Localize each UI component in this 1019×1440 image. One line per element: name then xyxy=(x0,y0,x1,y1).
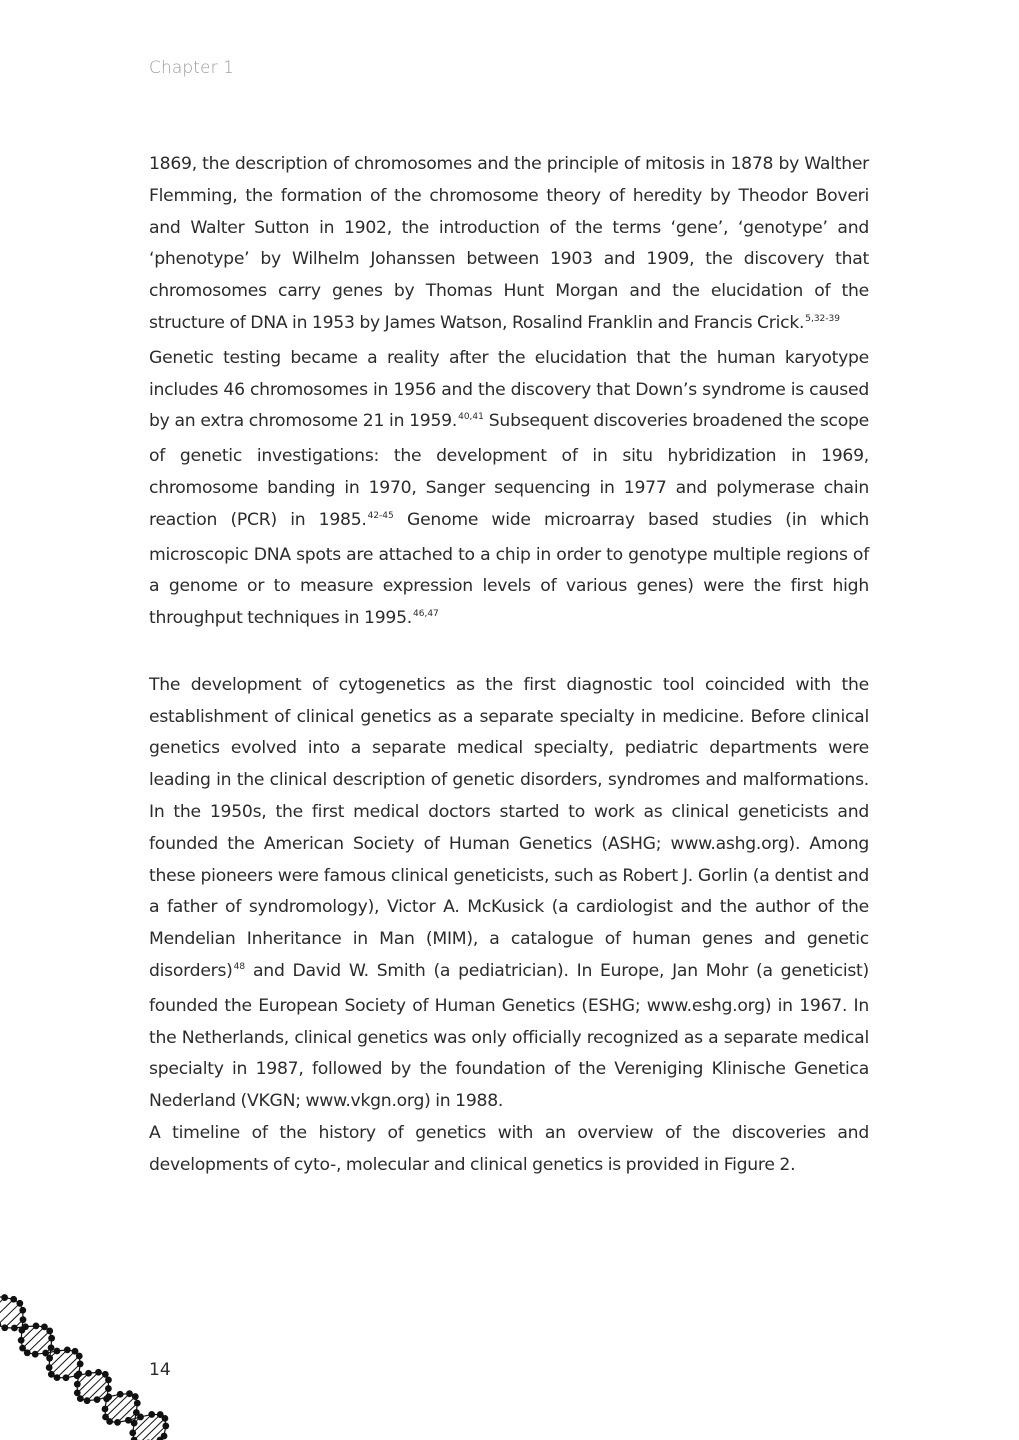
dna-node xyxy=(77,1395,84,1402)
citation-superscript: 40,41 xyxy=(458,412,484,423)
paragraph-text: The development of cytogenetics as the first diagnostic tool coincided with the establishment of clinical genetics as a separate specialty in medicine. Before clinical genetics evolved into a separate medical specialty, pediatric departments were leading in the clinical description of genetic disorders, syndromes and malformations. In the 1950s, the first medical doctors started to work as clinical geneticists and founded the American Society of Human Genetics (ASHG; www.ashg.org). Among these pioneers were famous clinical geneticists, such as Robert J. Gorlin (a dentist and a father of syndromology), Victor A. McKusick (a cardiologist and the author of the Mendelian Inheritance in Man (MIM), a catalogue of human genes and genetic disorders) xyxy=(149,674,869,981)
dna-rung xyxy=(0,1303,20,1324)
page-number: 14 xyxy=(149,1360,171,1380)
dna-node xyxy=(161,1433,168,1440)
dna-node xyxy=(106,1418,113,1425)
dna-node xyxy=(84,1397,91,1404)
paragraph xyxy=(149,670,869,1118)
dna-node xyxy=(114,1419,121,1426)
dna-node xyxy=(48,1371,55,1378)
dna-node xyxy=(48,1335,55,1342)
dna-node xyxy=(74,1381,81,1388)
dna-node xyxy=(105,1376,112,1383)
paragraph xyxy=(149,1118,869,1182)
citation-superscript: 42-45 xyxy=(367,510,394,521)
dna-node xyxy=(95,1369,102,1376)
paragraph-text: Genome wide microarray based studies (in which microscopic DNA spots are attached to a chip in order to genotype multiple regions of a genome or to measure expression levels of various genes) were the first high throughput techniques in 1995. xyxy=(149,509,869,629)
paragraph-text: Subsequent discoveries broadened the scope of genetic investigations: the development of in situ hybridization in 1969, chromosome banding in 1970, Sanger sequencing in 1977 and polymerase chain reaction (PCR) in 1985. xyxy=(149,411,869,530)
citation-superscript: 5,32-39 xyxy=(805,313,840,324)
dna-node xyxy=(54,1348,61,1355)
dna-rung xyxy=(51,1351,75,1374)
dna-node xyxy=(94,1396,101,1403)
dna-node xyxy=(74,1372,81,1379)
dna-node xyxy=(46,1364,53,1371)
dna-node xyxy=(11,1325,18,1332)
dna-node xyxy=(103,1395,110,1402)
dna-node xyxy=(10,1296,17,1303)
dna-node xyxy=(162,1423,169,1430)
paragraph-text: A timeline of the history of genetics with an overview of the discoveries and developments of cyto-, molecular and clinical genetics is provided in Figure 2. xyxy=(149,1122,869,1175)
dna-node xyxy=(125,1417,132,1424)
dna-node xyxy=(22,1323,29,1330)
dna-node xyxy=(134,1400,141,1407)
dna-node xyxy=(77,1361,84,1368)
citation-superscript: 46,47 xyxy=(413,609,439,620)
dna-node xyxy=(16,1300,23,1307)
dna-node xyxy=(32,1351,39,1358)
dna-node xyxy=(64,1346,71,1353)
dna-node xyxy=(137,1414,144,1421)
paragraph-text: 1869, the description of chromosomes and the principle of mitosis in 1878 by Walther Flemming, the formation of the chromosome theory of heredity by Theodor Boveri and Walter Sutton in 1902, the introduction of the terms ‘gene’, ‘genotype’ and ‘phenotype’ by Wilhelm Johanssen between 1903 and 1909, the discovery that chromosomes carry genes by Thomas Hunt Morgan and the elucidation of the structure of DNA in 1953 by James Watson, Rosalind Franklin and Francis Crick. xyxy=(149,154,869,333)
dna-node xyxy=(1,1324,8,1331)
paragraph-text: Genetic testing became a reality after the elucidation that the human karyotype includes 46 chromosomes in 1956 and the discovery that Down’s syndrome is caused by an extra chromosome 21 in 1959. xyxy=(149,347,869,432)
body-text xyxy=(149,149,869,1182)
dna-node xyxy=(20,1316,27,1323)
dna-node xyxy=(162,1415,169,1422)
dna-node xyxy=(76,1353,83,1360)
paragraph-text: and David W. Smith (a pediatrician). In Europe, Jan Mohr (a geneticist) founded the European Society of Human Genetics (ESHG; www.eshg.org) in 1967. In the Netherlands, clinical genetics was only officially recognized as a separate medical specialty in 1987, followed by the foundation of the Vereniging Klinische Genetica Nederland (VKGN; www.vkgn.org) in 1988. xyxy=(149,960,869,1112)
dna-node xyxy=(126,1390,133,1397)
paragraph xyxy=(149,343,869,638)
dna-node xyxy=(129,1430,136,1437)
dna-node xyxy=(54,1374,61,1381)
dna-node xyxy=(48,1344,55,1351)
dna-node xyxy=(117,1391,124,1398)
dna-node xyxy=(24,1349,31,1356)
dna-node xyxy=(33,1322,40,1329)
running-header: Chapter 1 xyxy=(149,58,235,78)
dna-node xyxy=(105,1385,112,1392)
paragraph xyxy=(149,149,869,343)
dna-node xyxy=(131,1420,138,1427)
dna-node xyxy=(85,1370,92,1377)
dna-node xyxy=(102,1406,109,1413)
dna-rung xyxy=(27,1331,49,1353)
dna-node xyxy=(46,1328,53,1335)
dna-node xyxy=(132,1393,139,1400)
dna-node xyxy=(19,1307,26,1314)
dna-node xyxy=(18,1337,25,1344)
dna-node xyxy=(63,1374,70,1381)
dna-helix-icon xyxy=(0,1290,170,1440)
citation-superscript: 48 xyxy=(233,961,246,972)
dna-node xyxy=(1,1294,8,1301)
dna-node xyxy=(148,1411,155,1418)
dna-node xyxy=(46,1355,53,1362)
